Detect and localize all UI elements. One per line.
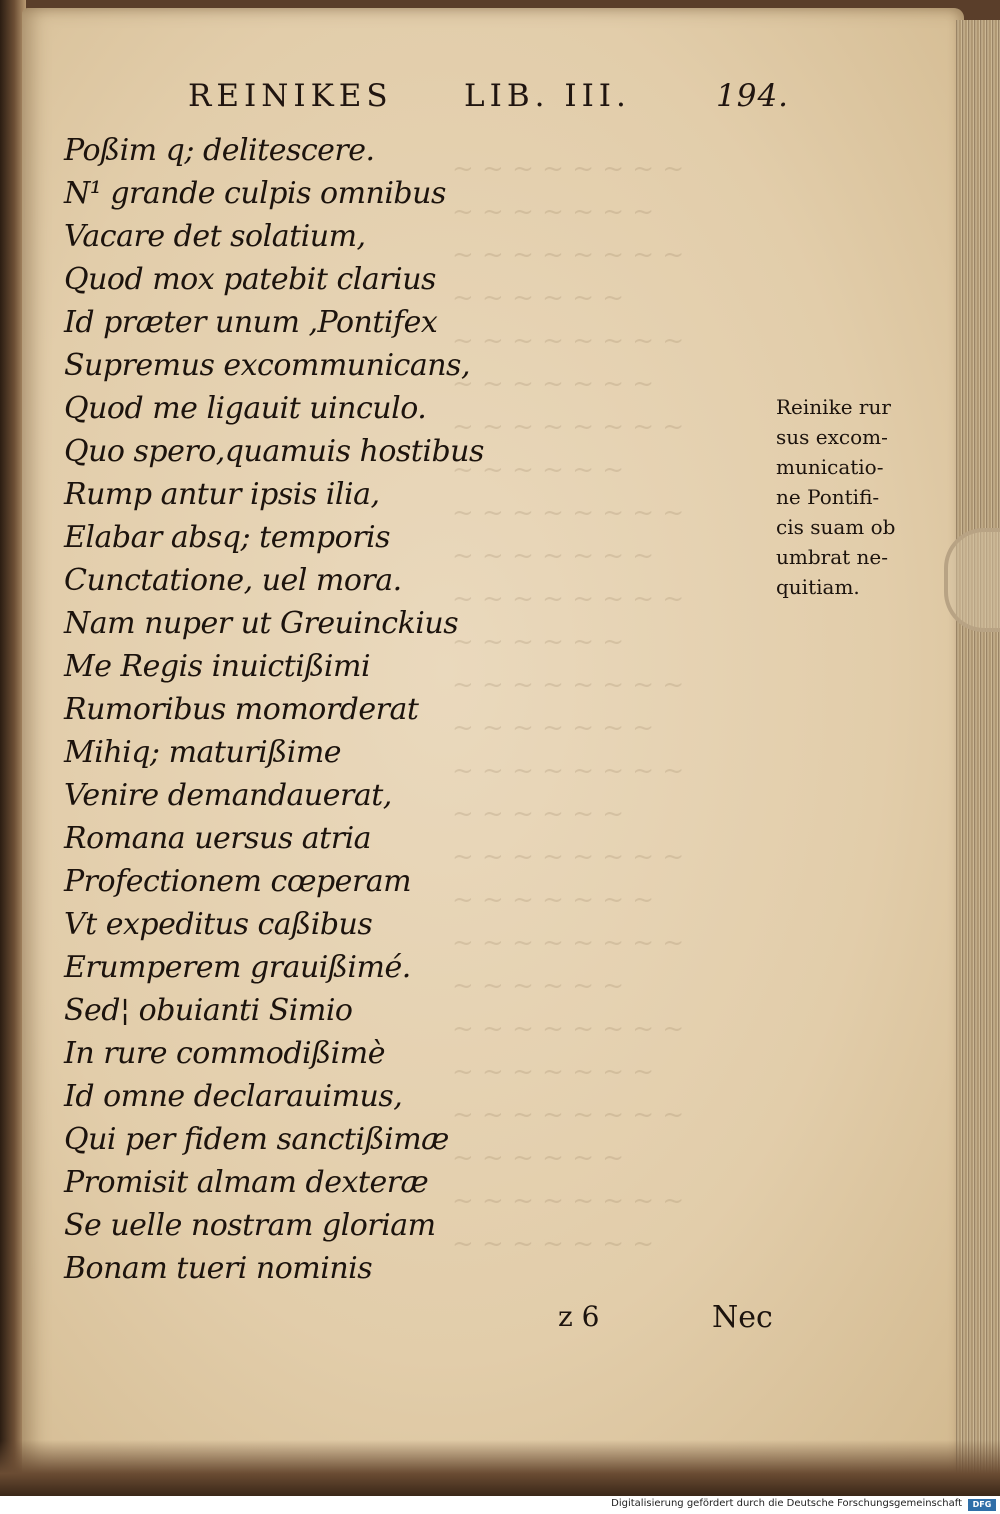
- verse-line: Promisit almam dexteræ: [64, 1165, 429, 1200]
- verse-line: Vt expeditus caßibus: [64, 907, 373, 942]
- verse-line: Se uelle nostram gloriam: [64, 1208, 436, 1243]
- verse-line: Id omne declarauimus,: [64, 1079, 403, 1114]
- verse-line: Cunctatione, uel mora.: [64, 563, 402, 598]
- verse-line: Mihiq; maturißime: [64, 735, 342, 770]
- book-bottom-edge: [0, 1440, 1000, 1496]
- marginal-note-line: umbrat ne-: [776, 545, 889, 569]
- running-head-book: LIB. III.: [464, 78, 631, 114]
- verse-line: Profectionem cœperam: [64, 864, 412, 899]
- verse-line: Nam nuper ut Greuinckius: [64, 606, 459, 641]
- verse-line: Vacare det solatium,: [64, 219, 366, 254]
- signature-mark: z 6: [558, 1300, 600, 1333]
- verse-line: Rump antur ipsis ilia,: [64, 477, 380, 512]
- show-through-texture: ~ ~ ~ ~ ~ ~ ~ ~ ~ ~ ~ ~ ~ ~ ~ ~ ~ ~ ~ ~ ~ ~ ~ ~ ~ ~ ~ ~ ~ ~ ~ ~ ~ ~ ~ ~ ~ ~ ~ ~ ~ ~ ~ ~ ~ ~ ~ ~ ~ ~ ~ ~ ~ ~ ~ ~ ~ ~ ~ ~ ~ ~ ~ ~ ~ ~ ~ ~ ~ ~ ~ ~ ~ ~ ~ ~ ~ ~ ~ ~ ~ ~ ~ ~ ~ ~ ~ ~ ~ ~ ~ ~ ~ ~ ~ ~ ~ ~ ~ ~ ~ ~ ~ ~ ~ ~ ~ ~ ~ ~ ~ ~ ~ ~ ~ ~ ~ ~ ~ ~ ~ ~ ~ ~ ~ ~ ~ ~ ~ ~ ~ ~ ~ ~ ~ ~ ~ ~ ~ ~ ~ ~ ~ ~ ~ ~ ~ ~ ~ ~ ~ ~ ~ ~ ~ ~ ~ ~ ~ ~ ~ ~ ~ ~ ~ ~ ~ ~ ~ ~ ~ ~ ~ ~ ~ ~ ~ ~ ~ ~ ~ ~ ~ ~ ~ ~ ~ ~ ~: [452, 154, 685, 1259]
- marginal-note-line: quitiam.: [776, 575, 860, 599]
- marginal-note-line: municatio-: [776, 455, 884, 479]
- verse-line: Elabar absq; temporis: [64, 520, 391, 555]
- page-clip: [944, 528, 1000, 632]
- page-stack-edge: [956, 20, 1000, 1496]
- verse-line: Qui per fidem sanctißimæ: [64, 1122, 449, 1157]
- verse-line: Romana uersus atria: [64, 821, 372, 856]
- marginal-note: [776, 392, 926, 602]
- verse-line: Erumperem grauißimé.: [64, 950, 411, 985]
- verse-line: Poßim q; delitescere.: [64, 133, 375, 168]
- catchword: Nec: [712, 1300, 773, 1335]
- marginal-note-line: Reinike rur: [776, 395, 891, 419]
- footer-credit: Digitalisierung gefördert durch die Deutsche Forschungsgemeinschaft: [611, 1498, 962, 1509]
- verse-line: Venire demandauerat,: [64, 778, 392, 813]
- marginal-note-line: cis suam ob: [776, 515, 896, 539]
- verse-line: In rure commodißimè: [64, 1036, 385, 1071]
- verse-line: Quod me ligauit uinculo.: [64, 391, 427, 426]
- verse-line: Me Regis inuictißimi: [64, 649, 371, 684]
- page-number: 194.: [716, 78, 790, 114]
- running-head: [188, 78, 788, 126]
- running-head-title: REINIKES: [188, 78, 393, 114]
- verse-line: Bonam tueri nominis: [64, 1251, 373, 1286]
- marginal-note-line: sus excom-: [776, 425, 888, 449]
- digitization-footer: [0, 1496, 1000, 1514]
- verse-line: Id præter unum ,Pontifex: [64, 305, 438, 340]
- verse-line: Supremus excommunicans,: [64, 348, 470, 383]
- verse-line: Quod mox patebit clarius: [64, 262, 436, 297]
- verse-line: Rumoribus momorderat: [64, 692, 419, 727]
- marginal-note-line: ne Pontifi-: [776, 485, 880, 509]
- dfg-logo: DFG: [968, 1499, 996, 1511]
- verse-line: N¹ grande culpis omnibus: [64, 176, 446, 211]
- verse-line: Sed¦ obuianti Simio: [64, 993, 353, 1028]
- verse-line: Quo spero,quamuis hostibus: [64, 434, 484, 469]
